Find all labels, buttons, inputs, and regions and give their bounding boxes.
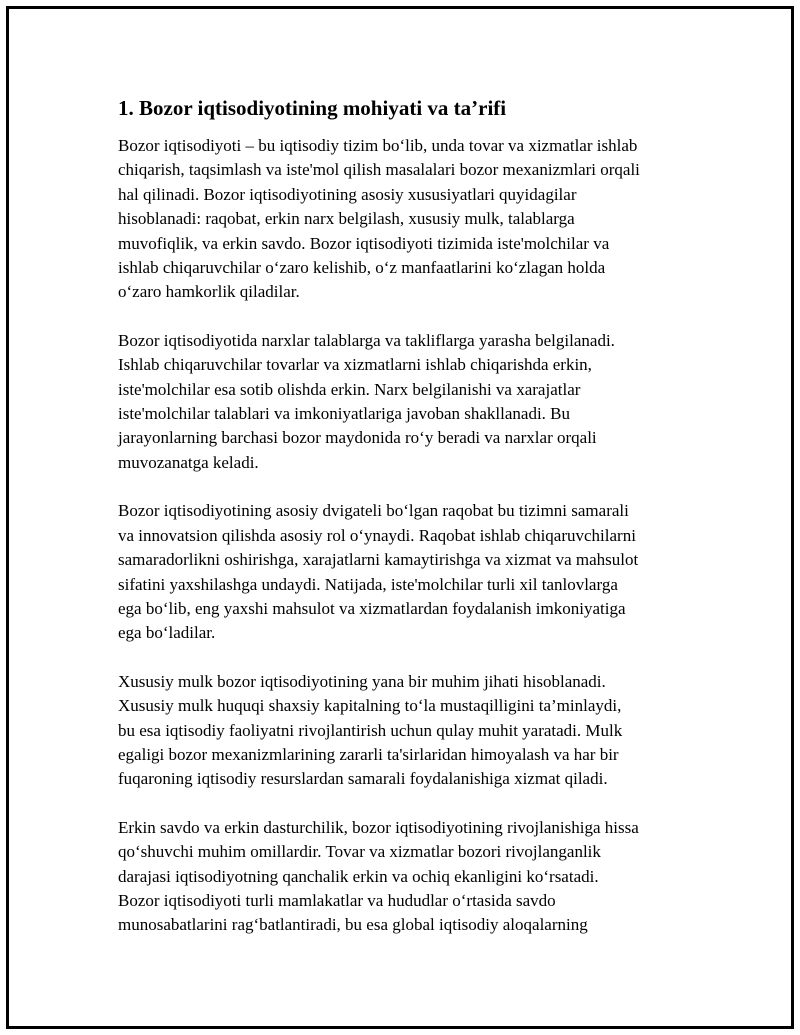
paragraph-free-trade: Erkin savdo va erkin dasturchilik, bozor iqtisodiyotining rivojlanishiga hissa qo‘shuvchi muhim omillardir. Tovar va xizmatlar bozori rivojlanganlik darajasi iqtisodiyotning qanchalik erkin va ochiq ekanligini ko‘rsatadi. Bozor iqtisodiyoti turli mamlakatlar va hududlar o‘rtasida savdo munosabatlarini rag‘batlantiradi, bu esa global iqtisodiy aloqalarning (118, 817, 639, 935)
paragraph-market-economy-definition: Bozor iqtisodiyoti – bu iqtisodiy tizim bo‘lib, unda tovar va xizmatlar ishlab chiqarish, taqsimlash va iste'mol qilish masalalari bozor mexanizmlari orqali hal qilinadi. Bozor iqtisodiyotining asosiy xususiyatlari quyidagilar hisoblanadi: raqobat, erkin narx belgilash, xususiy mulk, talablarga muvofiqlik, va erkin savdo. Bozor iqtisodiyoti tizimida iste'molchilar va ishlab chiqaruvchilar o‘zaro kelishib, o‘z manfaatlarini ko‘zlagan holda o‘zaro hamkorlik qiladilar. (118, 136, 640, 302)
paragraph-private-property: Xususiy mulk bozor iqtisodiyotining yana bir muhim jihati hisoblanadi. Xususiy mulk huquqi shaxsiy kapitalning to‘la mustaqilligini ta’minlaydi, bu esa iqtisodiy faoliyatni rivojlantirish uchun qulay muhit yaratadi. Mulk egaligi bozor mexanizmlarining zararli ta'sirlaridan himoyalash va har bir fuqaroning iqtisodiy resurslardan samarali foydalanishiga xizmat qiladi. (118, 671, 623, 789)
paragraph-price-formation: Bozor iqtisodiyotida narxlar talablarga va takliflarga yarasha belgilanadi. Ishlab chiqaruvchilar tovarlar va xizmatlarni ishlab chiqarishda erkin, iste'molchilar esa sotib olishda erkin. Narx belgilanishi va xarajatlar iste'molchilar talablari va imkoniyatlariga javoban shakllanadi. Bu jarayonlarning barchasi bozor maydonida ro‘y beradi va narxlar orqali muvozanatga keladi. (118, 330, 615, 472)
document-body (118, 93, 683, 962)
paragraph-competition: Bozor iqtisodiyotining asosiy dvigateli bo‘lgan raqobat bu tizimni samarali va innovatsion qilishda asosiy rol o‘ynaydi. Raqobat ishlab chiqaruvchilarni samaradorlikni oshirishga, xarajatlarni kamaytirishga va xizmat va mahsulot sifatini yaxshilashga undaydi. Natijada, iste'molchilar turli xil tanlovlarga ega bo‘lib, eng yaxshi mahsulot va xizmatlardan foydalanish imkoniyatiga ega bo‘ladilar. (118, 501, 639, 643)
section-heading: 1. Bozor iqtisodiyotining mohiyati va ta’rifi (118, 96, 507, 120)
